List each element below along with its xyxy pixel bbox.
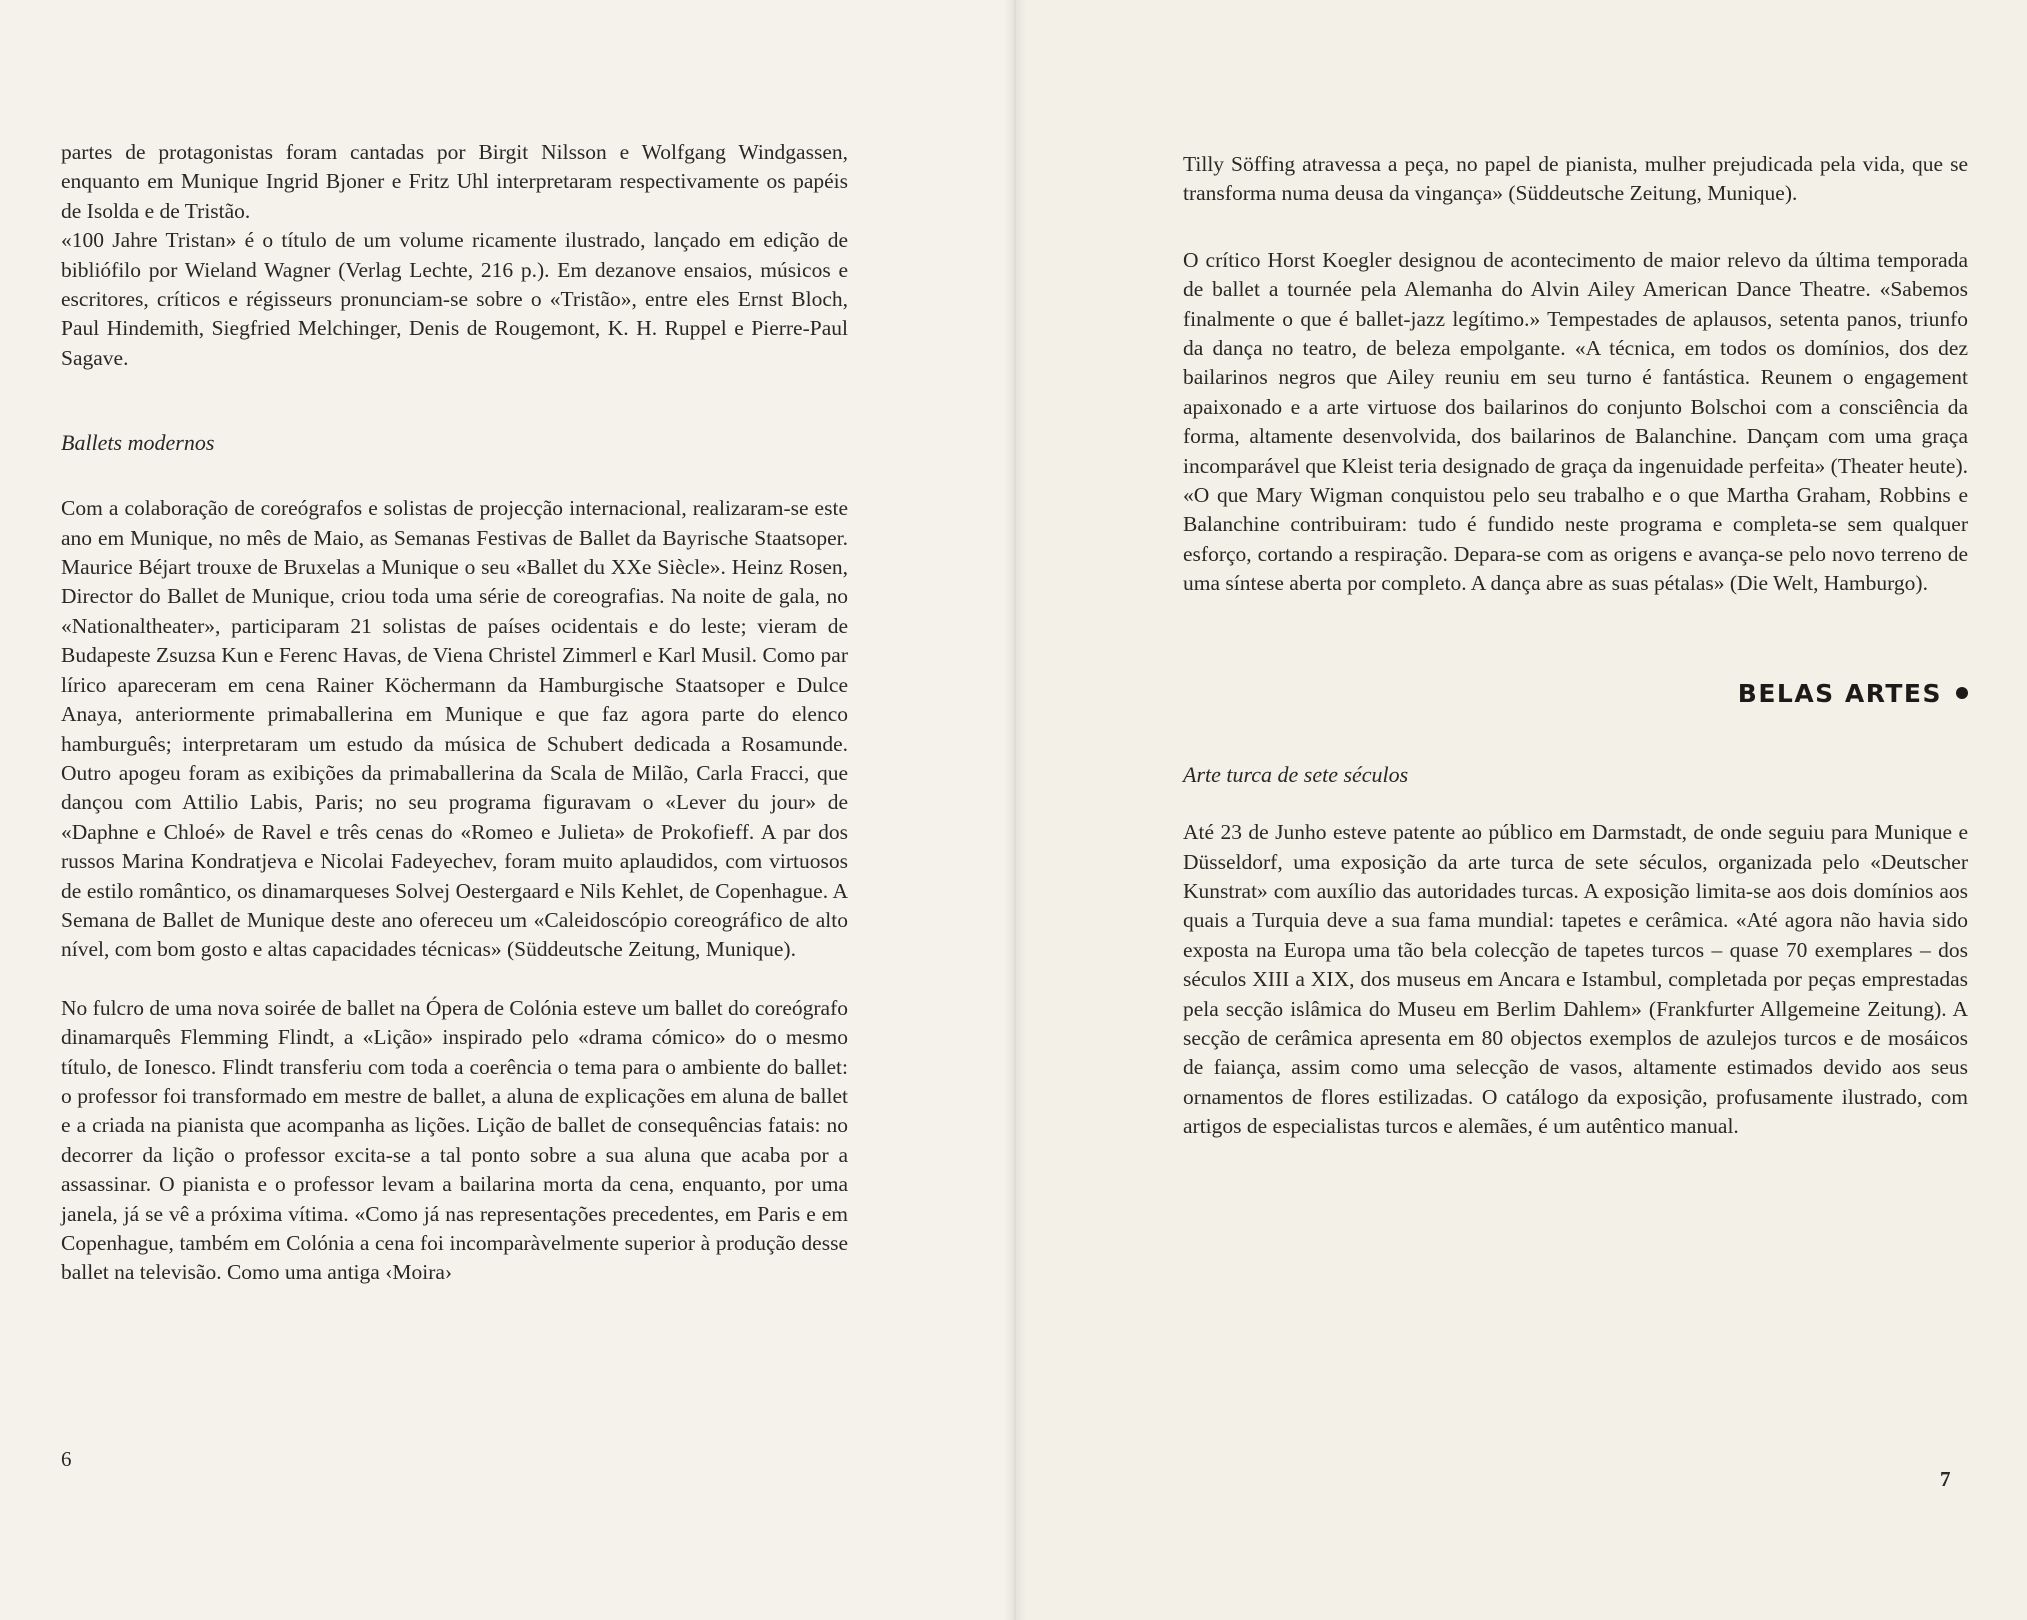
right-paragraph-2: O crítico Horst Koegler designou de acontecimento de maior relevo da última temporada de ballet a tournée pela Alemanha do Alvin Ailey American Dance Theatre. «Sabemos finalmente o que é ballet-jazz legítimo.» Tempestades de aplausos, setenta panos, triunfo da dança no teatro, de beleza empolgante. «A técnica, em todos os domínios, dos dez bailarinos negros que Ailey reuniu em seu turno é fantástica. Reunem o engagement apaixonado e a arte virtuose dos bailarinos do conjunto Bolschoi com a consciência da forma, altamente desenvolvida, dos bailarinos de Balanchine. Dançam com uma graça incomparável que Kleist teria designado de graça da ingenuidade perfeita» (Theater heute). «O que Mary Wigman conquistou pelo seu trabalho e o que Martha Graham, Robbins e Balanchine contribuiram: tudo é fundido neste programa e completa-se sem qualquer esforço, cortando a respiração. Depara-se com as origens e avança-se pelo novo terreno de uma síntese aberta por completo. A dança abre as suas pétalas» (Die Welt, Hamburgo). — [1183, 247, 1968, 596]
subheading-arte-turca: Arte turca de sete séculos — [1183, 762, 1409, 788]
page-number-right: 7 — [1940, 1467, 1951, 1491]
left-paragraph-2: «100 Jahre Tristan» é o título de um volume ricamente ilustrado, lançado em edição de bibliófilo por Wieland Wagner (Verlag Lechte, 216 p.). Em dezanove ensaios, músicos e escritores, críticos e régisseurs pronunciam-se sobre o «Tristão», entre eles Ernst Bloch, Paul Hindemith, Siegfried Melchinger, Denis de Rougemont, K. H. Ruppel e Pierre-Paul Sagave. — [61, 228, 848, 370]
right-paragraph-3: Até 23 de Junho esteve patente ao público em Darmstadt, de onde seguiu para Munique e Düsseldorf, uma exposição da arte turca de sete séculos, organizada pelo «Deutscher Kunstrat» com auxílio das autoridades turcas. A exposição limita-se aos dois domínios aos quais a Turquia deve a sua fama mundial: tapetes e cerâmica. «Até agora não havia sido exposta na Europa uma tão bela colecção de tapetes turcos – quase 70 exemplares – dos séculos XIII a XIX, dos museus em Ancara e Istambul, completada por peças emprestadas pela secção islâmica do Museu em Berlim Dahlem» (Frankfurter Allgemeine Zeitung). A secção de cerâmica apresenta em 80 objectos exemplos de azulejos turcos e de mosáicos de faiança, assim como uma selecção de vasos, altamente estimados devido aos seus ornamentos de flores estilizadas. O catálogo da exposição, profusamente ilustrado, com artigos de especialistas turcos e alemães, é um autêntico manual. — [1183, 820, 1968, 1139]
left-paragraph-1: partes de protagonistas foram cantadas por Birgit Nilsson e Wolfgang Windgassen, enquanto em Munique Ingrid Bjoner e Fritz Uhl interpretaram respectivamente os papéis de Isolda e de Tristão. — [61, 140, 848, 223]
section-title-belas-artes — [1183, 679, 1968, 708]
left-column — [61, 138, 848, 1288]
right-paragraph-1: Tilly Söffing atravessa a peça, no papel de pianista, mulher prejudicada pela vida, que se transforma numa deusa da vingança» (Süddeutsche Zeitung, Munique). — [1183, 152, 1968, 206]
right-column — [1183, 150, 1968, 1142]
section-title-text: BELAS ARTES — [1737, 678, 1942, 708]
left-paragraph-4: No fulcro de uma nova soirée de ballet na Ópera de Colónia esteve um ballet do coreógrafo dinamarquês Flemming Flindt, a «Lição» inspirado pelo «drama cómico» do o mesmo título, de Ionesco. Flindt transferiu com toda a coerência o tema para o ambiente do ballet: o professor foi transformado em mestre de ballet, a aluna de explicações em aluna de ballet e a criada na pianista que acompanha as lições. Lição de ballet de consequências fatais: no decorrer da lição o professor excita-se a tal ponto sobre a sua aluna que acaba por a assassinar. O pianista e o professor levam a bailarina morta da cena, enquanto, por uma janela, já se vê a próxima vítima. «Como já nas representações precedentes, em Paris e em Copenhague, também em Colónia a cena foi incomparàvelmente superior à produção desse ballet na televisão. Como uma antiga ‹Moira› — [61, 995, 848, 1285]
page-number-left: 6 — [61, 1447, 72, 1471]
left-paragraph-3: Com a colaboração de coreógrafos e solistas de projecção internacional, realizaram-se este ano em Munique, no mês de Maio, as Semanas Festivas de Ballet da Bayrische Staatsoper. Maurice Béjart trouxe de Bruxelas a Munique o seu «Ballet du XXe Siècle». Heinz Rosen, Director do Ballet de Munique, criou toda uma série de coreografias. Na noite de gala, no «Nationaltheater», participaram 21 solistas de países ocidentais e do leste; vieram de Budapeste Zsuzsa Kun e Ferenc Havas, de Viena Christel Zimmerl e Karl Musil. Como par lírico apareceram em cena Rainer Köchermann da Hamburgische Staatsoper e Dulce Anaya, anteriormente primaballerina em Munique e que faz agora parte do elenco hamburguês; interpretaram um estudo da música de Schubert dedicada a Rosamunde. Outro apogeu foram as exibições da primaballerina da Scala de Milão, Carla Fracci, que dançou com Attilio Labis, Paris; no seu programa figuravam o «Lever du jour» de «Daphne e Chloé» de Ravel e três cenas do «Romeo e Julieta» de Prokofieff. A par dos russos Marina Kondratjeva e Nicolai Fadeyechev, foram muito aplaudidos, com virtuosos de estilo romântico, os dinamarqueses Solvej Oestergaard e Nils Kehlet, de Copenhague. A Semana de Ballet de Munique deste ano ofereceu um «Caleidoscópio coreográfico de alto nível, com bom gosto e altas capacidades técnicas» (Süddeutsche Zeitung, Munique). — [61, 496, 848, 962]
book-gutter — [1004, 0, 1026, 1620]
bullet-dot-icon — [1956, 687, 1968, 699]
subheading-ballets-modernos: Ballets modernos — [61, 430, 215, 456]
